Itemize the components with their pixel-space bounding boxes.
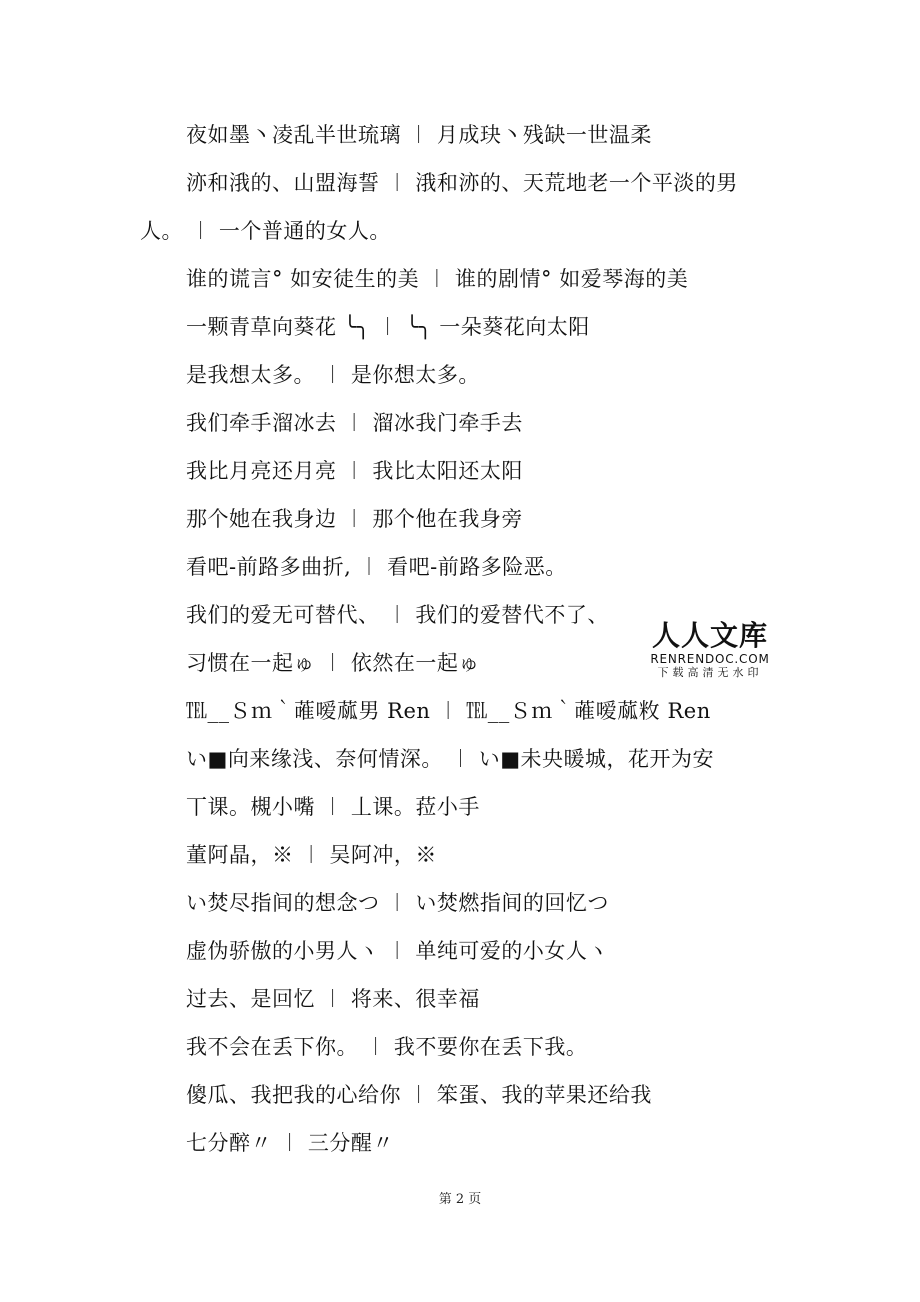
text-line-22: 七分醉〃 ︱ 三分醒〃 [186, 1131, 394, 1155]
text-line-9: 那个她在我身边 ︱ 那个他在我身旁 [186, 507, 523, 531]
text-line-20: 我不会在丢下你。 ︱ 我不要你在丢下我。 [186, 1035, 588, 1059]
page-number: 第 2 页 [438, 1192, 482, 1207]
text-line-21: 傻瓜、我把我的心给你 ︱ 笨蛋、我的苹果还给我 [186, 1083, 652, 1107]
text-line-11: 我们的爱无可替代、 ︱ 我们的爱替代不了、 [186, 603, 609, 627]
text-line-16: 董阿晶，※ ︱ 吴阿冲，※ [186, 843, 437, 867]
text-line-15: 丅课。槻小嘴 ︱ 丄课。菈小手 [186, 795, 480, 819]
text-line-4: 谁的谎言° 如安徒生的美 ︱ 谁的剧情° 如爱琴海的美 [186, 267, 689, 291]
text-line-2: 洂和涐的、山盟海誓 ︱ 涐和洂的、天荒地老一个平淡的男 [186, 171, 738, 195]
text-line-7: 我们牵手溜冰去 ︱ 溜冰我门牵手去 [186, 411, 523, 435]
watermark-slogan: 下载高清无水印 [657, 666, 763, 679]
text-line-5: 一颗青草向葵花 ╰╮ ︱ ╰╮ 一朵葵花向太阳 [186, 315, 590, 339]
text-line-10: 看吧-前路多曲折, ︱ 看吧-前路多险恶。 [186, 555, 567, 579]
text-line-1: 夜如墨丶凌乱半世琉璃 ︱ 月成玦丶残缺一世温柔 [186, 123, 652, 147]
text-line-12: 习惯在一起ゅ ︱ 依然在一起ゅ [186, 651, 480, 675]
text-line-14: い■向来缘浅、奈何情深。 ︱ い■未央暖城，花开为安 [186, 747, 715, 771]
text-line-19: 过去、是回忆 ︱ 将来、很幸福 [186, 987, 480, 1011]
watermark-title: 人人文库 [651, 619, 768, 652]
text-line-8: 我比月亮还月亮 ︱ 我比太阳还太阳 [186, 459, 523, 483]
text-line-17: い焚尽指间的想念つ ︱ い焚燃指间的回忆つ [186, 891, 609, 915]
text-line-13: ℡__Ｓｍ｀蓶嗳蓏男 Ren ︱ ℡__Ｓｍ｀蓶嗳蓏敉 Ren [186, 699, 711, 723]
text-line-3: 人。 ︱ 一个普通的女人。 [140, 219, 391, 243]
watermark-logo [644, 620, 776, 680]
text-line-6: 是我想太多。 ︱ 是你想太多。 [186, 363, 480, 387]
watermark-domain: RENRENDOC.COM [650, 652, 770, 666]
text-line-18: 虚伪骄傲的小男人ヽ ︱ 单纯可爱的小女人ヽ [186, 939, 609, 963]
